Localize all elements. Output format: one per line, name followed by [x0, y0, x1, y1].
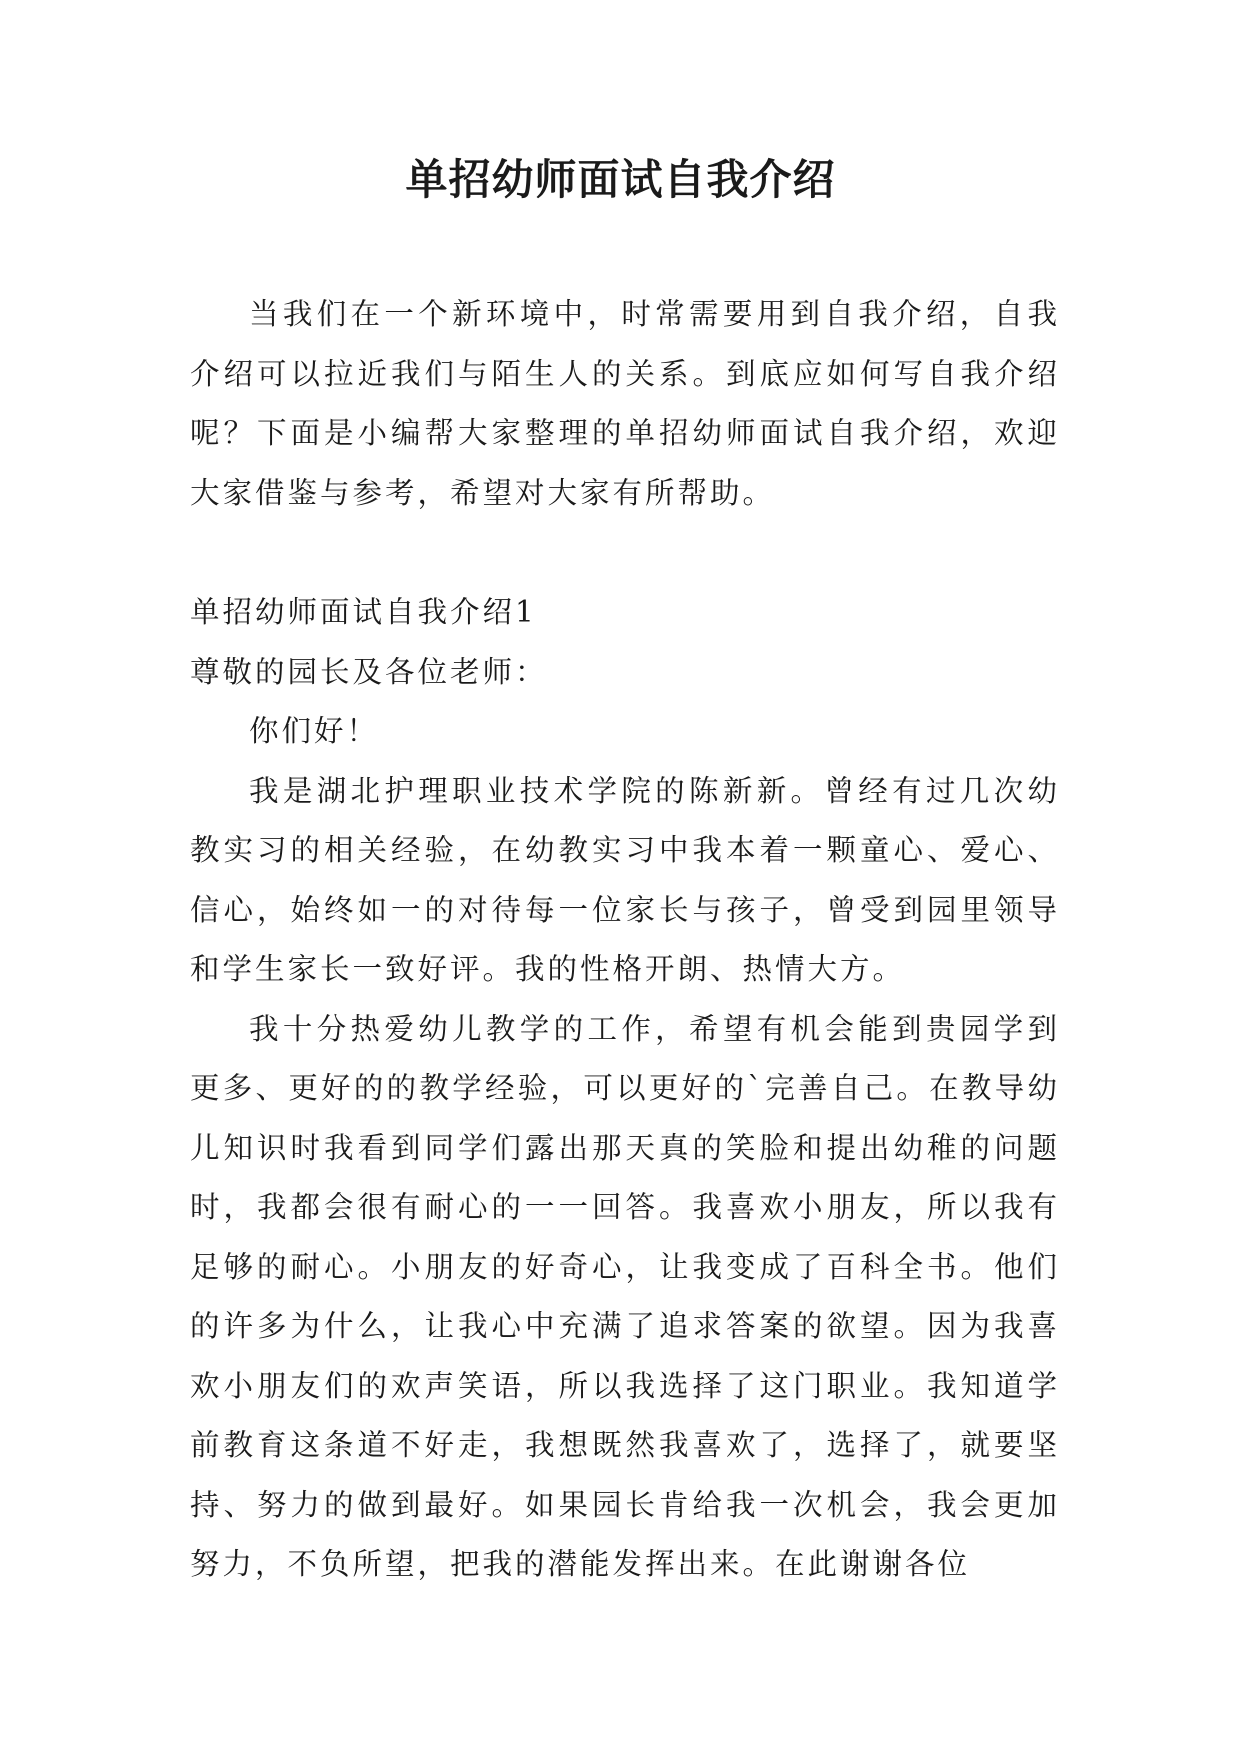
salutation: 尊敬的园长及各位老师： [190, 654, 548, 689]
document-title: 单招幼师面试自我介绍 [405, 155, 836, 204]
section-heading: 单招幼师面试自我介绍1 [190, 595, 537, 629]
body-paragraph-2: 我十分热爱幼儿教学的工作，希望有机会能到贵园学到更多、更好的的教学经验，可以更好的`完善自己。在教导幼儿知识时我看到同学们露出那天真的笑脸和提出幼稚的问题时，我都会很有耐心的一一回答。我喜欢小朋友，所以我有足够的耐心。小朋友的好奇心，让我变成了百科全书。他们的许多为什么，让我心中充满了追求答案的欲望。因为我喜欢小朋友们的欢声笑语，所以我选择了这门职业。我知道学前教育这条道不好走，我想既然我喜欢了，选择了，就要坚持、努力的做到最好。如果园长肯给我一次机会，我会更加努力，不负所望，把我的潜能发挥出来。在此谢谢各位 [190, 1011, 1060, 1581]
body-paragraph-1: 我是湖北护理职业技术学院的陈新新。曾经有过几次幼教实习的相关经验，在幼教实习中我本着一颗童心、爱心、信心，始终如一的对待每一位家长与孩子，曾受到园里领导和学生家长一致好评。我的性格开朗、热情大方。 [190, 773, 1060, 986]
document-body [190, 285, 1060, 1595]
greeting: 你们好！ [249, 714, 380, 748]
intro-paragraph: 当我们在一个新环境中，时常需要用到自我介绍，自我介绍可以拉近我们与陌生人的关系。到底应如何写自我介绍呢？下面是小编帮大家整理的单招幼师面试自我介绍，欢迎大家借鉴与参考，希望对大家有所帮助。 [190, 297, 1060, 510]
